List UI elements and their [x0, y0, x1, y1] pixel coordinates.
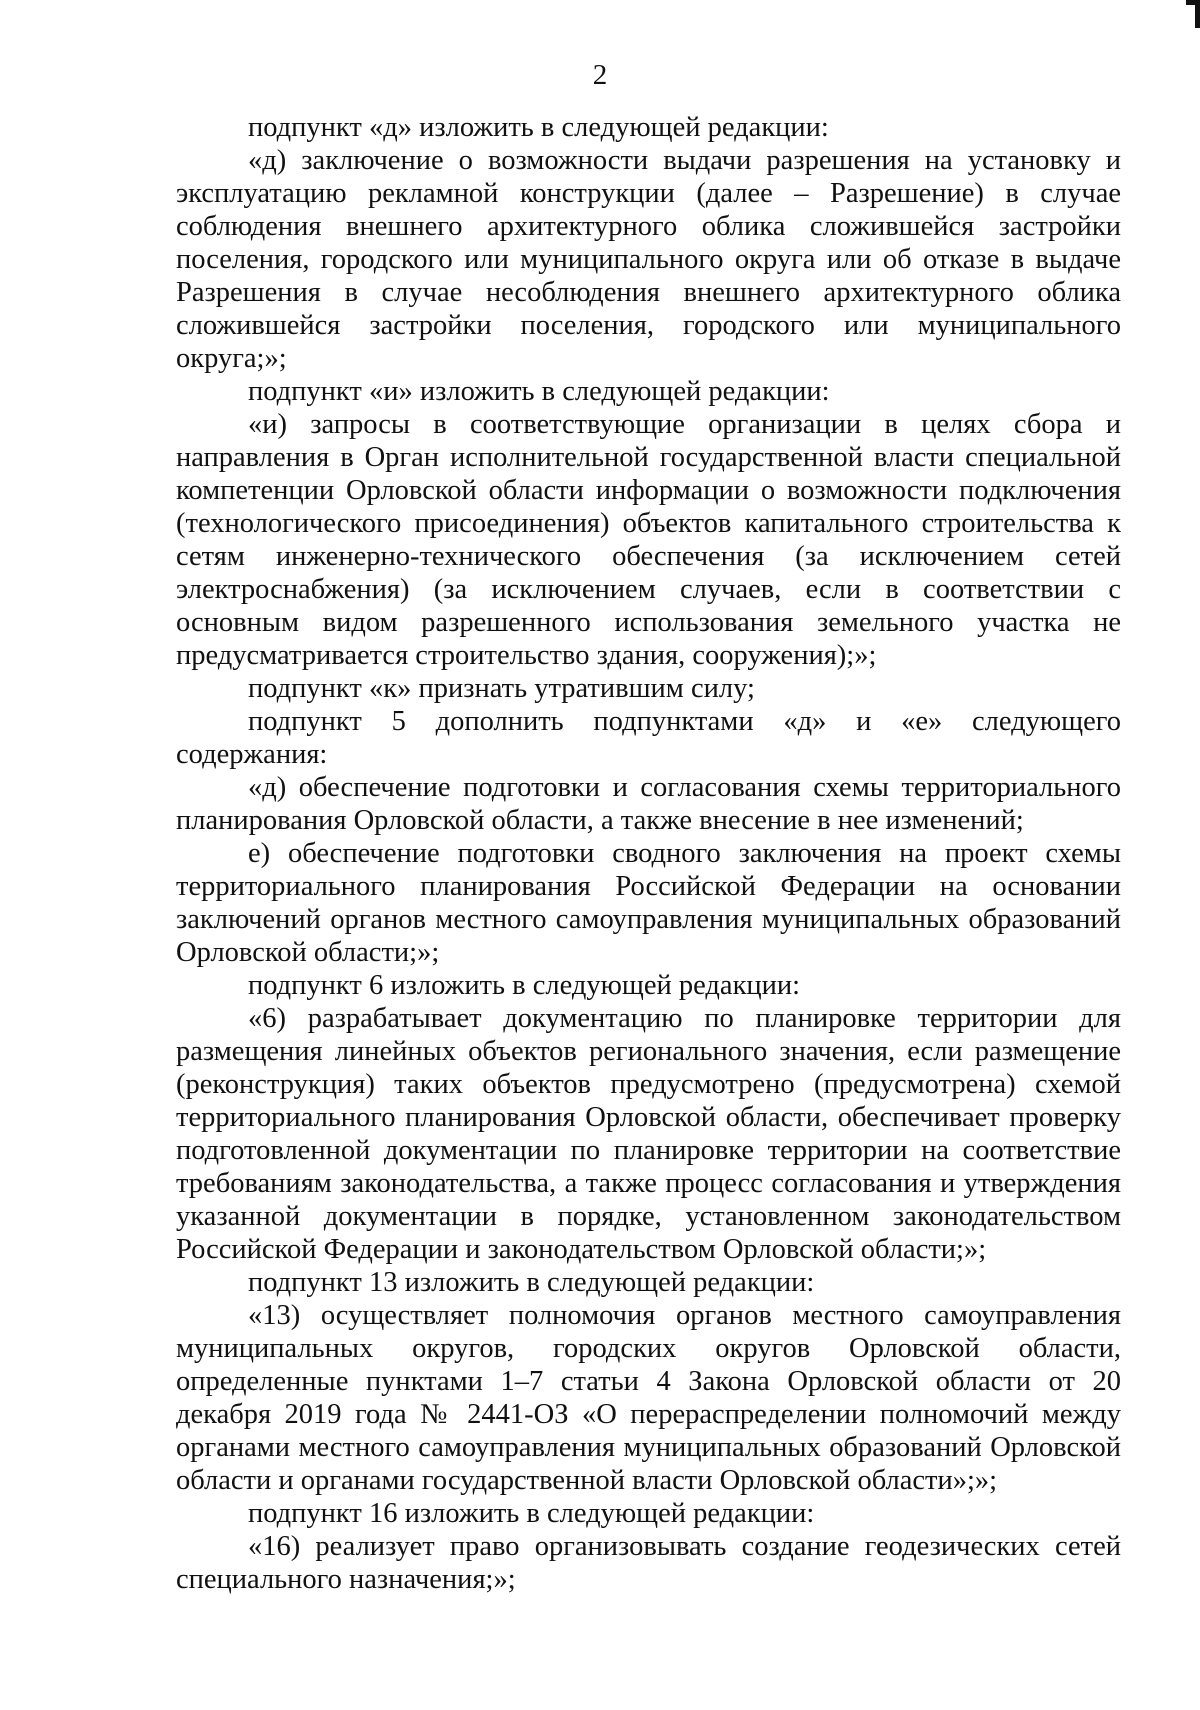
paragraph: «16) реализует право организовывать создание геодезических сетей специального назначения;»;	[176, 1531, 1121, 1595]
paragraph: подпункт «д» изложить в следующей редакции:	[248, 112, 829, 143]
paragraph: «д) заключение о возможности выдачи разрешения на установку и эксплуатацию рекламной конструкции (далее – Разрешение) в случае соблюдения внешнего архитектурного облика сложившейся застройки поселения, городского или муниципального округа или об отказе в выдаче Разрешения в случае несоблюдения внешнего архитектурного облика сложившейся застройки поселения, городского или муниципального округа;»;	[176, 145, 1121, 374]
document-body	[176, 111, 1121, 1596]
page-number: 2	[592, 59, 608, 91]
paragraph: подпункт 13 изложить в следующей редакции:	[248, 1267, 815, 1298]
paragraph: «6) разрабатывает документацию по планировке территории для размещения линейных объектов регионального значения, если размещение (реконструкция) таких объектов предусмотрено (предусмотрена) схемой территориального планирования Орловской области, обеспечивает проверку подготовленной документации по планировке территории на соответствие требованиям законодательства, а также процесс согласования и утверждения указанной документации в порядке, установленном законодательством Российской Федерации и законодательством Орловской области;»;	[176, 1003, 1121, 1265]
paragraph: подпункт «к» признать утратившим силу;	[248, 673, 755, 704]
paragraph: е) обеспечение подготовки сводного заключения на проект схемы территориального планирования Российской Федерации на основании заключений органов местного самоуправления муниципальных образований Орловской области;»;	[176, 838, 1121, 968]
paragraph: подпункт «и» изложить в следующей редакции:	[248, 376, 830, 407]
scan-corner-mark-vertical	[1195, 0, 1200, 28]
paragraph: подпункт 5 дополнить подпунктами «д» и «е» следующего содержания:	[176, 706, 1121, 770]
paragraph: «д) обеспечение подготовки и согласования схемы территориального планирования Орловской области, а также внесение в нее изменений;	[176, 772, 1121, 836]
paragraph: подпункт 6 изложить в следующей редакции:	[248, 970, 801, 1001]
paragraph: «и) запросы в соответствующие организации в целях сбора и направления в Орган исполнительной государственной власти специальной компетенции Орловской области информации о возможности подключения (технологического присоединения) объектов капитального строительства к сетям инженерно-технического обеспечения (за исключением сетей электроснабжения) (за исключением случаев, если в соответствии с основным видом разрешенного использования земельного участка не предусматривается строительство здания, сооружения);»;	[176, 409, 1121, 671]
paragraph: подпункт 16 изложить в следующей редакции:	[248, 1498, 815, 1529]
paragraph: «13) осуществляет полномочия органов местного самоуправления муниципальных округов, городских округов Орловской области, определенные пунктами 1–7 статьи 4 Закона Орловской области от 20 декабря 2019 года № 2441-ОЗ «О перераспределении полномочий между органами местного самоуправления муниципальных образований Орловской области и органами государственной власти Орловской области»;»;	[176, 1300, 1121, 1496]
